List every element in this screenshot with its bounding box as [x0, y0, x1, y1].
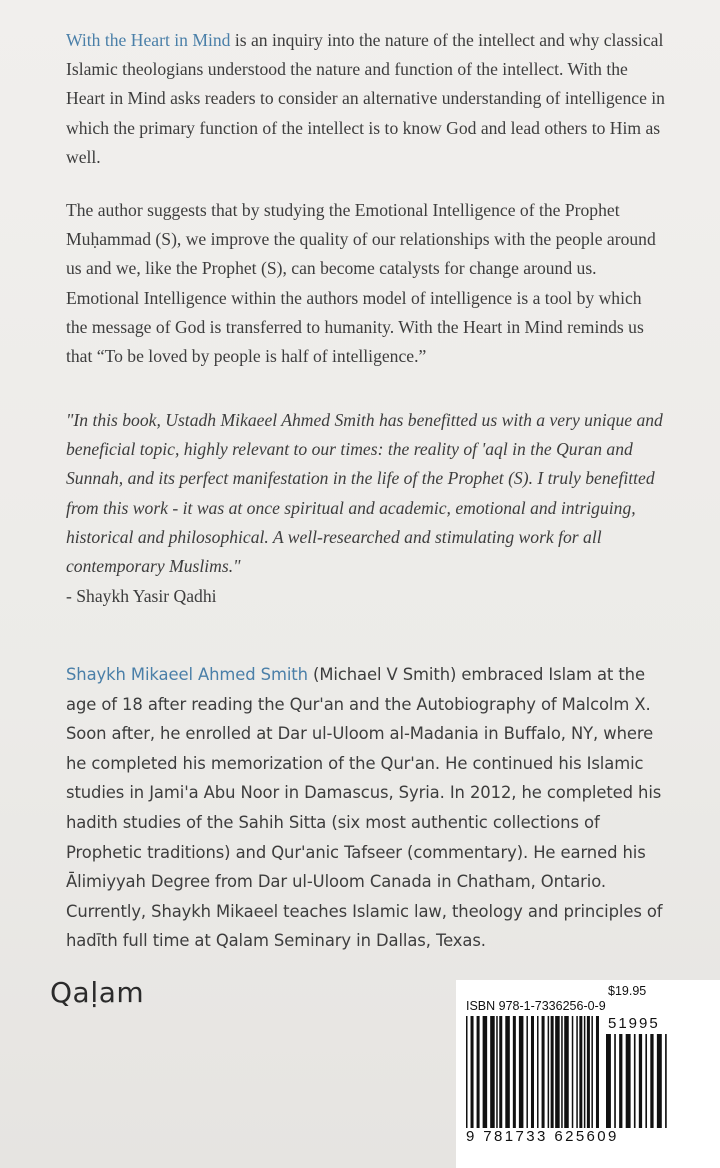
barcode-bar — [596, 1016, 599, 1128]
barcode-bar — [490, 1016, 495, 1128]
addon-barcode — [606, 1034, 670, 1128]
barcode-bar — [587, 1016, 590, 1128]
barcode-bar — [513, 1016, 516, 1128]
barcode-bar — [519, 1016, 524, 1128]
barcode-bar — [572, 1016, 574, 1128]
barcode-bar — [477, 1016, 480, 1128]
barcode-bar — [614, 1034, 616, 1128]
barcode-bar — [548, 1016, 550, 1128]
barcode-bar — [579, 1016, 582, 1128]
barcode-bar — [619, 1034, 622, 1128]
barcode-bar — [499, 1016, 502, 1128]
barcode-bar — [576, 1016, 578, 1128]
barcode-bar — [555, 1016, 560, 1128]
barcode-bar — [561, 1016, 563, 1128]
barcode-bar — [650, 1034, 653, 1128]
publisher-logo: Qaḷam — [50, 976, 145, 1009]
ean-barcode — [466, 1016, 602, 1128]
testimonial-quote: "In this book, Ustadh Mikaeel Ahmed Smith has benefitted us with a very unique and beneficial topic, highly relevant to our times: the reality of 'aql in the Quran and Sunnah, and its perfect manifestation in the life of the Prophet (S). I truly benefitted from this work - it was at once spiritual and academic, emotional and intriguing, historical and philosophical. A well-researched and stimulating work for all contemporary Muslims." — [66, 410, 663, 577]
description-text-1: is an inquiry into the nature of the intellect and why classical Islamic theologians understood the nature and function of the intellect. With the Heart in Mind asks readers to consider an alternative understanding of intelligence in which the primary function of the intellect is to know God and lead others to Him as well. — [66, 30, 665, 167]
barcode-bar — [657, 1034, 662, 1128]
book-title-highlight: With the Heart in Mind — [66, 30, 231, 50]
price-label: $19.95 — [608, 984, 647, 998]
barcode-bar — [645, 1034, 647, 1128]
barcode-bar — [526, 1016, 528, 1128]
barcode-bar — [496, 1016, 498, 1128]
barcode-bar — [634, 1034, 636, 1128]
barcode-bar — [537, 1016, 539, 1128]
barcode-bar — [626, 1034, 631, 1128]
description-paragraph-2: The author suggests that by studying the Emotional Intelligence of the Prophet Muḥammad (S), we improve the quality of our relationships with the people around us and we, like the Prophet (S), can become catalysts for change around us. Emotional Intelligence within the authors model of intelligence is a tool by which the message of God is transferred to humanity. With the Heart in Mind reminds us that “To be loved by people is half of intelligence.” — [66, 200, 656, 367]
barcode-bar — [471, 1016, 474, 1128]
barcode-bar — [564, 1016, 569, 1128]
barcode-bar — [551, 1016, 554, 1128]
ean-digits-label: 9 781733 625609 — [466, 1128, 619, 1145]
barcode-bar — [591, 1016, 593, 1128]
testimonial-attribution: - Shaykh Yasir Qadhi — [66, 586, 217, 606]
isbn-label: ISBN 978-1-7336256-0-9 — [466, 999, 606, 1013]
barcode-bar — [606, 1034, 611, 1128]
barcode-bar — [542, 1016, 545, 1128]
barcode-bar — [639, 1034, 642, 1128]
author-name-highlight: Shaykh Mikaeel Ahmed Smith — [66, 665, 308, 684]
description-paragraph-1 — [66, 26, 666, 172]
barcode-bar — [483, 1016, 488, 1128]
author-bio — [66, 660, 676, 956]
barcode-bar — [531, 1016, 534, 1128]
author-bio-text: (Michael V Smith) embraced Islam at the age of 18 after reading the Qur'an and the Autobiography of Malcolm X. Soon after, he enrolled at Dar ul-Uloom al-Madania in Buffalo, NY, where he completed his memorization of the Qur'an. He continued his Islamic studies in Jami'a Abu Noor in Damascus, Syria. In 2012, he completed his hadith studies of the Sahih Sitta (six most authentic collections of Prophetic traditions) and Qur'anic Tafseer (commentary). He earned his Ālimiyyah Degree from Dar ul-Uloom Canada in Chatham, Ontario. Currently, Shaykh Mikaeel teaches Islamic law, theology and principles of hadīth full time at Qalam Seminary in Dallas, Texas. — [66, 665, 663, 951]
barcode-bar — [665, 1034, 667, 1128]
price-code-label: 51995 — [608, 1015, 660, 1032]
barcode-bar — [584, 1016, 586, 1128]
barcode-bar — [466, 1016, 468, 1128]
barcode-bar — [505, 1016, 510, 1128]
